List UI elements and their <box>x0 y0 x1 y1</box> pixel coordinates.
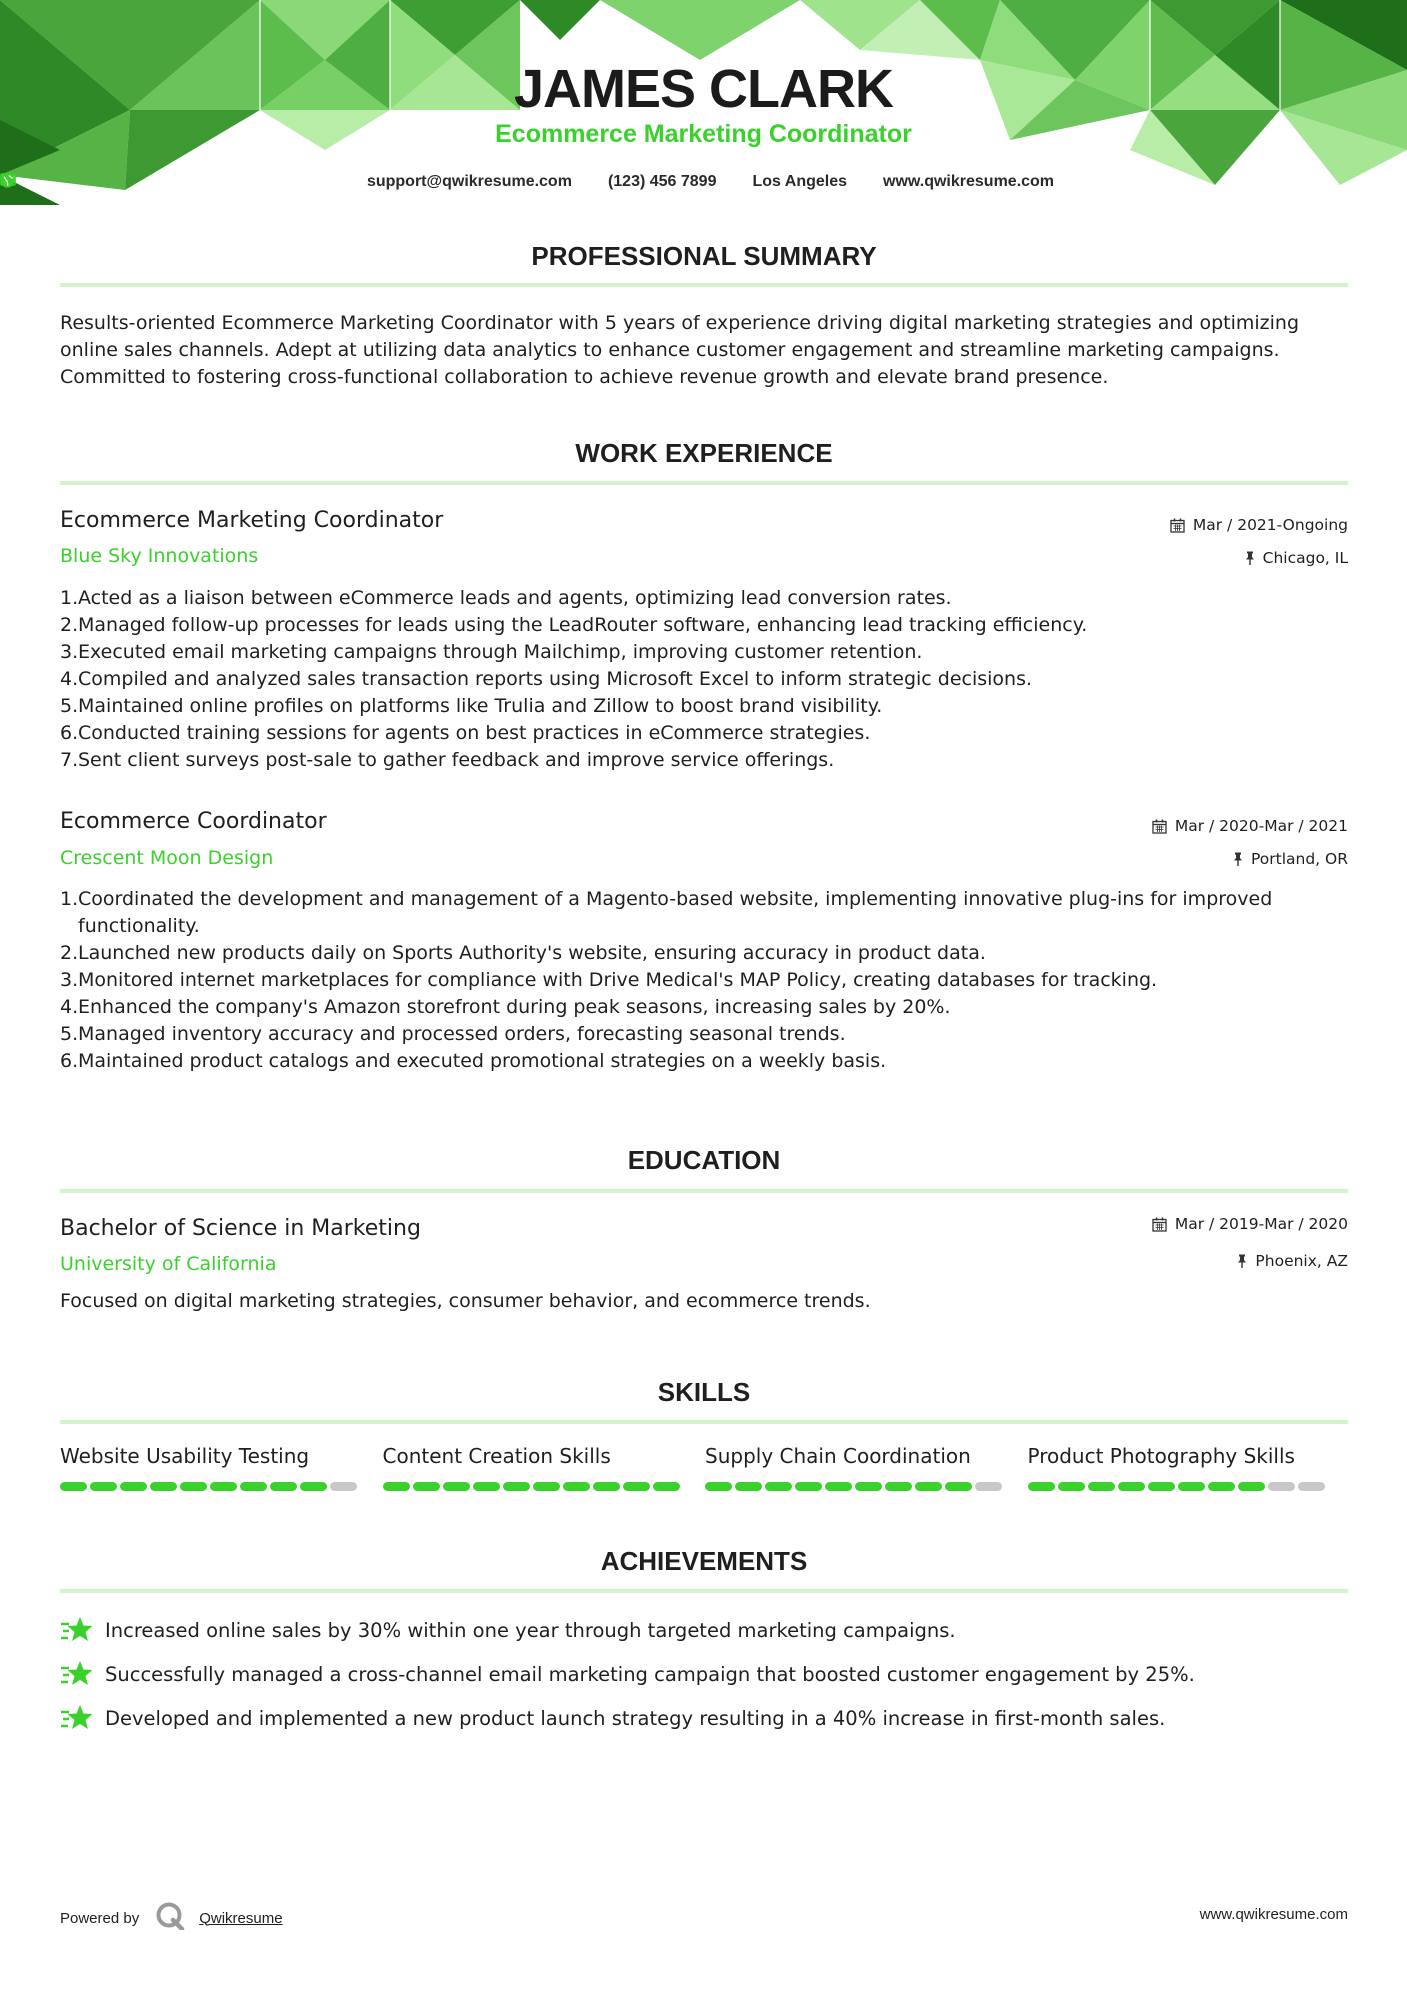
skill-segment-filled <box>270 1482 297 1491</box>
job-1-bullets <box>60 585 1350 774</box>
skill-segment-filled <box>120 1482 147 1491</box>
contact-phone-text: (123) 456 7899 <box>607 173 717 190</box>
skill-segment-filled <box>1058 1482 1085 1491</box>
job-1-location-text: Chicago, IL <box>1262 549 1348 567</box>
footer-powered-by <box>60 1902 283 1934</box>
achievements-heading: ACHIEVEMENTS <box>600 1546 808 1576</box>
skill-name: Supply Chain Coordination <box>705 1444 971 1468</box>
skill-segment-filled <box>735 1482 762 1491</box>
achievement-item <box>60 1704 1165 1732</box>
calendar-icon <box>1170 518 1185 533</box>
skill-segment-filled <box>473 1482 500 1491</box>
skill-level-bar <box>1028 1482 1328 1491</box>
list-item: 1. Coordinated the development and management of a Magento-based website, implementing innovative plug-ins for improved functionality. <box>60 888 1273 937</box>
skill-segment-filled <box>795 1482 822 1491</box>
skill-segment-filled <box>413 1482 440 1491</box>
skill-segment-filled <box>533 1482 560 1491</box>
skill-segment-filled <box>210 1482 237 1491</box>
skill-segment-filled <box>90 1482 117 1491</box>
education-rule <box>60 1189 1348 1193</box>
list-item: 1. Acted as a liaison between eCommerce leads and agents, optimizing lead conversion rates. <box>60 587 952 609</box>
star-award-icon <box>60 1616 93 1644</box>
skill-name: Content Creation Skills <box>382 1444 611 1468</box>
list-item: 3. Executed email marketing campaigns through Mailchimp, improving customer retention. <box>60 641 923 663</box>
skills-list <box>60 1444 1350 1491</box>
education-dates-text: Mar / 2019-Mar / 2020 <box>1174 1215 1348 1233</box>
footer-website[interactable]: www.qwikresume.com <box>1199 1906 1348 1923</box>
education-description: Focused on digital marketing strategies, consumer behavior, and ecommerce trends. <box>60 1290 871 1312</box>
skill-segment-filled <box>180 1482 207 1491</box>
achievement-text: Increased online sales by 30% within one year through targeted marketing campaigns. <box>105 1618 956 1642</box>
list-item: 6. Conducted training sessions for agents on best practices in eCommerce strategies. <box>60 722 871 744</box>
education-dates <box>1152 1215 1348 1233</box>
education-location <box>1237 1252 1348 1270</box>
skill-item <box>705 1444 1028 1491</box>
skill-segment-filled <box>150 1482 177 1491</box>
list-item: 5. Managed inventory accuracy and processed orders, forecasting seasonal trends. <box>60 1023 846 1045</box>
achievement-item <box>60 1616 956 1644</box>
skill-segment-filled <box>915 1482 942 1491</box>
skill-item <box>1028 1444 1351 1491</box>
skill-segment-filled <box>1118 1482 1145 1491</box>
skill-segment-filled <box>443 1482 470 1491</box>
job-2-dates-text: Mar / 2020-Mar / 2021 <box>1174 817 1348 835</box>
job-1-title: Ecommerce Marketing Coordinator <box>60 508 444 533</box>
skill-segment-empty <box>1268 1482 1295 1491</box>
skill-item <box>383 1444 706 1491</box>
skill-segment-filled <box>1208 1482 1235 1491</box>
skill-segment-filled <box>765 1482 792 1491</box>
skills-heading: SKILLS <box>657 1377 751 1407</box>
powered-by-label: Powered by <box>60 1909 140 1927</box>
skill-item <box>60 1444 383 1491</box>
education-degree: Bachelor of Science in Marketing <box>60 1216 421 1241</box>
skill-level-bar <box>705 1482 1005 1491</box>
skill-segment-filled <box>945 1482 972 1491</box>
list-item: 2. Launched new products daily on Sports Authority's website, ensuring accuracy in product data. <box>60 942 986 964</box>
skill-segment-filled <box>855 1482 882 1491</box>
list-item: 5. Maintained online profiles on platforms like Trulia and Zillow to boost brand visibility. <box>60 695 883 717</box>
skill-segment-empty <box>975 1482 1002 1491</box>
candidate-role: Ecommerce Marketing Coordinator <box>495 120 912 148</box>
qwikresume-link[interactable]: Qwikresume <box>199 1909 283 1927</box>
education-location-text: Phoenix, AZ <box>1255 1252 1348 1270</box>
resume-header <box>0 0 1407 205</box>
list-item: 7. Sent client surveys post-sale to gather feedback and improve service offerings. <box>60 749 835 771</box>
skill-level-bar <box>383 1482 683 1491</box>
achievement-text: Successfully managed a cross-channel email marketing campaign that boosted customer engagement by 25%. <box>105 1662 1195 1686</box>
contact-location-text: Los Angeles <box>752 173 848 190</box>
qwikresume-logo-icon <box>155 1902 185 1934</box>
pushpin-icon <box>1237 1254 1247 1268</box>
summary-heading: PROFESSIONAL SUMMARY <box>531 241 877 271</box>
summary-text: Results-oriented Ecommerce Marketing Coordinator with 5 years of experience driving digital marketing strategies and optimizing online sales channels. Adept at utilizing data analytics to enhance customer engagement and streamline marketing campaigns. Committed to fostering cross-functional collaboration to achieve revenue growth and elevate brand presence. <box>60 312 1300 388</box>
achievement-text: Developed and implemented a new product launch strategy resulting in a 40% increase in first-month sales. <box>105 1706 1166 1730</box>
job-1-dates <box>1170 516 1348 534</box>
skill-segment-empty <box>1298 1482 1325 1491</box>
job-2-location <box>1233 850 1348 868</box>
skill-segment-filled <box>1178 1482 1205 1491</box>
job-2-dates <box>1152 817 1348 835</box>
list-item: 6. Maintained product catalogs and executed promotional strategies on a weekly basis. <box>60 1050 887 1072</box>
skill-segment-filled <box>60 1482 87 1491</box>
list-item: 4. Enhanced the company's Amazon storefront during peak seasons, increasing sales by 20%. <box>60 996 951 1018</box>
job-2-location-text: Portland, OR <box>1250 850 1348 868</box>
skill-segment-filled <box>503 1482 530 1491</box>
job-2-company: Crescent Moon Design <box>60 847 274 869</box>
education-heading: EDUCATION <box>627 1145 781 1175</box>
experience-heading: WORK EXPERIENCE <box>575 438 833 468</box>
calendar-icon <box>1152 1217 1167 1232</box>
skill-segment-filled <box>300 1482 327 1491</box>
skill-segment-filled <box>623 1482 650 1491</box>
skill-name: Product Photography Skills <box>1027 1444 1295 1468</box>
skill-segment-filled <box>825 1482 852 1491</box>
star-award-icon <box>60 1660 93 1688</box>
list-item: 3. Monitored internet marketplaces for compliance with Drive Medical's MAP Policy, creating databases for tracking. <box>60 969 1158 991</box>
skill-segment-filled <box>1238 1482 1265 1491</box>
skill-segment-filled <box>1088 1482 1115 1491</box>
experience-rule <box>60 481 1348 485</box>
pushpin-icon <box>1245 551 1255 565</box>
contact-phone[interactable] <box>594 173 717 191</box>
candidate-name: JAMES CLARK <box>513 59 894 119</box>
education-school: University of California <box>60 1253 277 1275</box>
job-2-title: Ecommerce Coordinator <box>60 809 327 834</box>
achievements-rule <box>60 1589 1348 1593</box>
contact-email[interactable] <box>353 173 572 191</box>
skill-segment-filled <box>653 1482 680 1491</box>
skill-segment-filled <box>1148 1482 1175 1491</box>
achievement-item <box>60 1660 1195 1688</box>
contact-website[interactable] <box>869 173 1054 191</box>
skill-name: Website Usability Testing <box>60 1444 310 1468</box>
skill-segment-filled <box>563 1482 590 1491</box>
contact-website-text: www.qwikresume.com <box>883 173 1055 190</box>
pushpin-icon <box>1233 852 1243 866</box>
skill-segment-filled <box>705 1482 732 1491</box>
job-1-dates-text: Mar / 2021-Ongoing <box>1192 516 1348 534</box>
star-award-icon <box>60 1704 93 1732</box>
summary-rule <box>60 283 1348 287</box>
contact-email-text: support@qwikresume.com <box>366 173 572 190</box>
calendar-icon <box>1152 819 1167 834</box>
skills-rule <box>60 1420 1348 1424</box>
skill-segment-filled <box>593 1482 620 1491</box>
skill-segment-empty <box>330 1482 357 1491</box>
job-2-bullets <box>60 886 1350 1075</box>
contact-bar <box>0 173 1407 191</box>
job-1-company: Blue Sky Innovations <box>60 545 259 567</box>
skill-segment-filled <box>383 1482 410 1491</box>
list-item: 4. Compiled and analyzed sales transaction reports using Microsoft Excel to inform strategic decisions. <box>60 668 1033 690</box>
skill-level-bar <box>60 1482 360 1491</box>
list-item: 2. Managed follow-up processes for leads using the LeadRouter software, enhancing lead tracking efficiency. <box>60 614 1088 636</box>
skill-segment-filled <box>240 1482 267 1491</box>
skill-segment-filled <box>885 1482 912 1491</box>
skill-segment-filled <box>1028 1482 1055 1491</box>
contact-location <box>738 173 847 191</box>
job-1-location <box>1245 549 1348 567</box>
